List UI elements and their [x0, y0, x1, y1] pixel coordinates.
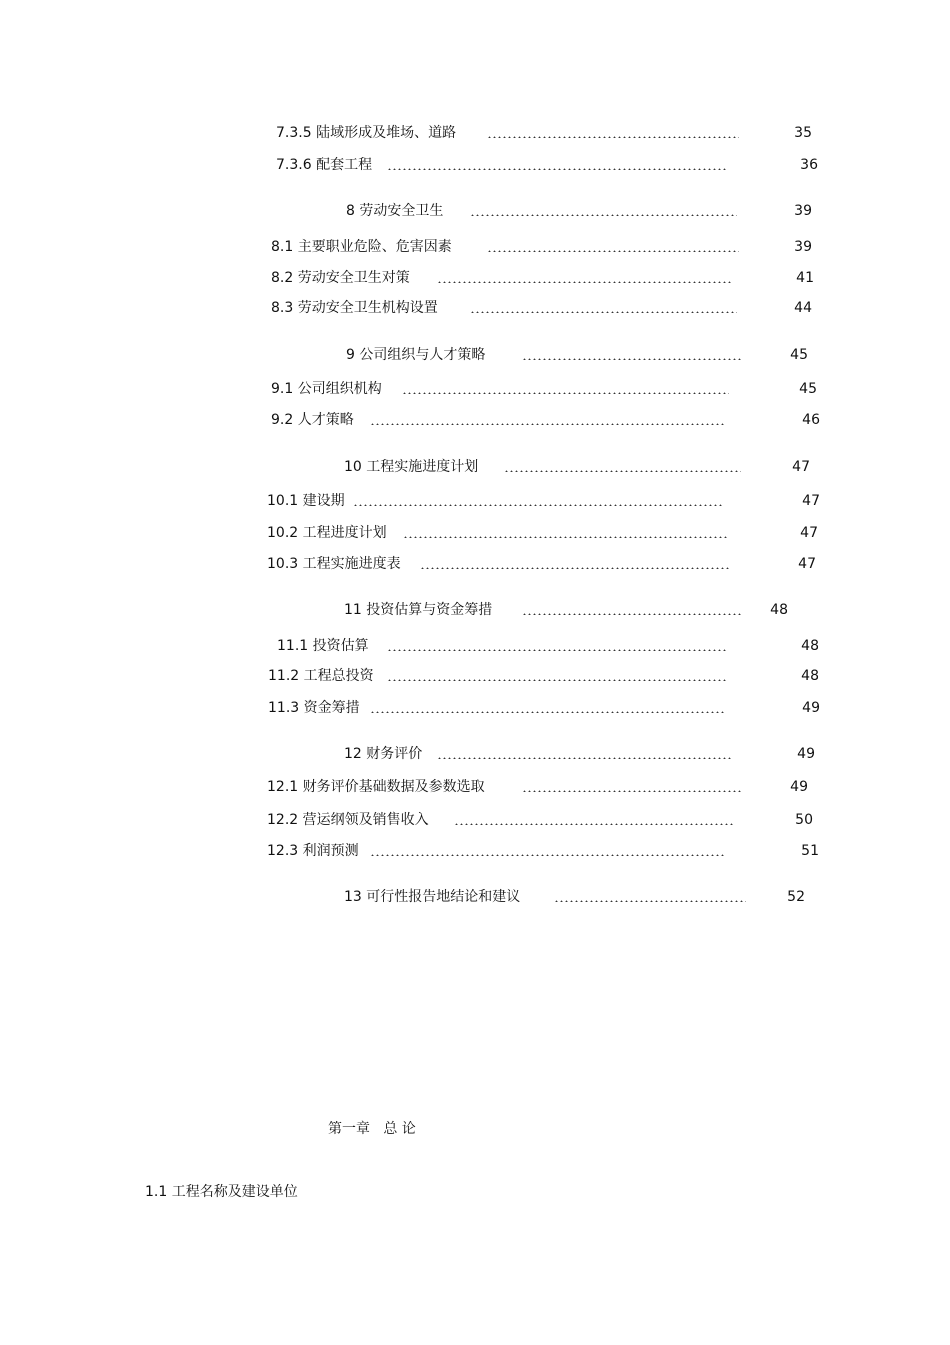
toc-leader-dots: [437, 269, 733, 283]
toc-entry[interactable]: [0, 809, 950, 831]
toc-page-number: 46: [802, 412, 820, 428]
toc-entry[interactable]: [0, 599, 950, 621]
toc-entry[interactable]: [0, 297, 950, 319]
toc-entry-label: 8.2 劳动安全卫生对策: [271, 270, 410, 286]
toc-leader-dots: [387, 667, 728, 681]
toc-page-number: 44: [794, 300, 812, 316]
toc-entry-label: 7.3.5 陆域形成及堆场、道路: [276, 125, 457, 141]
toc-leader-dots: [370, 699, 726, 713]
toc-entry[interactable]: [0, 743, 950, 765]
toc-leader-dots: [437, 745, 733, 759]
toc-page-number: 49: [797, 746, 815, 762]
toc-leader-dots: [522, 346, 743, 360]
toc-entry[interactable]: [0, 200, 950, 222]
toc-leader-dots: [387, 156, 728, 170]
toc-leader-dots: [504, 458, 741, 472]
toc-entry[interactable]: [0, 236, 950, 258]
toc-leader-dots: [454, 811, 735, 825]
toc-page-number: 39: [794, 239, 812, 255]
toc-entry-label: 12.2 营运纲领及销售收入: [267, 812, 429, 828]
toc-page-number: 47: [800, 525, 818, 541]
toc-entry-label: 8.3 劳动安全卫生机构设置: [271, 300, 438, 316]
toc-leader-dots: [353, 492, 724, 506]
toc-entry[interactable]: [0, 665, 950, 687]
toc-leader-dots: [403, 524, 729, 538]
toc-entry-label: 9 公司组织与人才策略: [346, 347, 486, 363]
toc-leader-dots: [470, 202, 737, 216]
toc-entry-label: 9.2 人才策略: [271, 412, 354, 428]
toc-entry-label: 10.3 工程实施进度表: [267, 556, 401, 572]
toc-leader-dots: [554, 888, 746, 902]
toc-leader-dots: [387, 637, 728, 651]
toc-entry-label: 10.1 建设期: [267, 493, 345, 509]
toc-page-number: 52: [787, 889, 805, 905]
toc-leader-dots: [487, 238, 739, 252]
toc-entry-label: 12.3 利润预测: [267, 843, 359, 859]
toc-entry[interactable]: [0, 154, 950, 176]
toc-entry[interactable]: [0, 840, 950, 862]
toc-leader-dots: [370, 842, 726, 856]
toc-entry-label: 10.2 工程进度计划: [267, 525, 387, 541]
toc-page-number: 48: [801, 668, 819, 684]
toc-page-number: 48: [770, 602, 788, 618]
toc-entry-label: 9.1 公司组织机构: [271, 381, 382, 397]
toc-entry-label: 8.1 主要职业危险、危害因素: [271, 239, 452, 255]
toc-entry-label: 11.2 工程总投资: [268, 668, 374, 684]
toc-entry-label: 13 可行性报告地结论和建议: [344, 889, 521, 905]
toc-page-number: 41: [796, 270, 814, 286]
toc-entry[interactable]: [0, 490, 950, 512]
toc-entry[interactable]: [0, 522, 950, 544]
toc-entry-label: 8 劳动安全卫生: [346, 203, 444, 219]
toc-entry[interactable]: [0, 697, 950, 719]
toc-entry[interactable]: [0, 122, 950, 144]
toc-entry-label: 12 财务评价: [344, 746, 423, 762]
chapter-heading: 第一章 总 论: [328, 1121, 416, 1137]
toc-entry[interactable]: [0, 456, 950, 478]
toc-page-number: 49: [790, 779, 808, 795]
toc-page-number: 48: [801, 638, 819, 654]
toc-page-number: 45: [790, 347, 808, 363]
toc-leader-dots: [402, 380, 729, 394]
toc-leader-dots: [522, 778, 743, 792]
toc-entry-label: 7.3.6 配套工程: [276, 157, 373, 173]
toc-entry-label: 11.1 投资估算: [277, 638, 369, 654]
toc-page-number: 47: [792, 459, 810, 475]
toc-entry[interactable]: [0, 267, 950, 289]
toc-entry-label: 10 工程实施进度计划: [344, 459, 479, 475]
toc-entry-label: 12.1 财务评价基础数据及参数选取: [267, 779, 485, 795]
toc-page-number: 39: [794, 203, 812, 219]
toc-page-number: 47: [802, 493, 820, 509]
toc-leader-dots: [487, 124, 739, 138]
toc-leader-dots: [370, 411, 726, 425]
toc-page-number: 51: [801, 843, 819, 859]
toc-leader-dots: [470, 299, 737, 313]
toc-entry[interactable]: [0, 776, 950, 798]
toc-entry[interactable]: [0, 635, 950, 657]
toc-page-number: 45: [799, 381, 817, 397]
toc-leader-dots: [522, 601, 743, 615]
toc-entry[interactable]: [0, 886, 950, 908]
toc-entry[interactable]: [0, 553, 950, 575]
toc-page-number: 47: [798, 556, 816, 572]
toc-entry[interactable]: [0, 409, 950, 431]
toc-leader-dots: [420, 555, 731, 569]
toc-page-number: 50: [795, 812, 813, 828]
toc-page-number: 49: [802, 700, 820, 716]
toc-entry-label: 11.3 资金筹措: [268, 700, 360, 716]
section-heading: 1.1 工程名称及建设单位: [145, 1184, 298, 1200]
toc-entry-label: 11 投资估算与资金筹措: [344, 602, 493, 618]
toc-page-number: 35: [794, 125, 812, 141]
toc-entry[interactable]: [0, 378, 950, 400]
toc-entry[interactable]: [0, 344, 950, 366]
toc-page-number: 36: [800, 157, 818, 173]
